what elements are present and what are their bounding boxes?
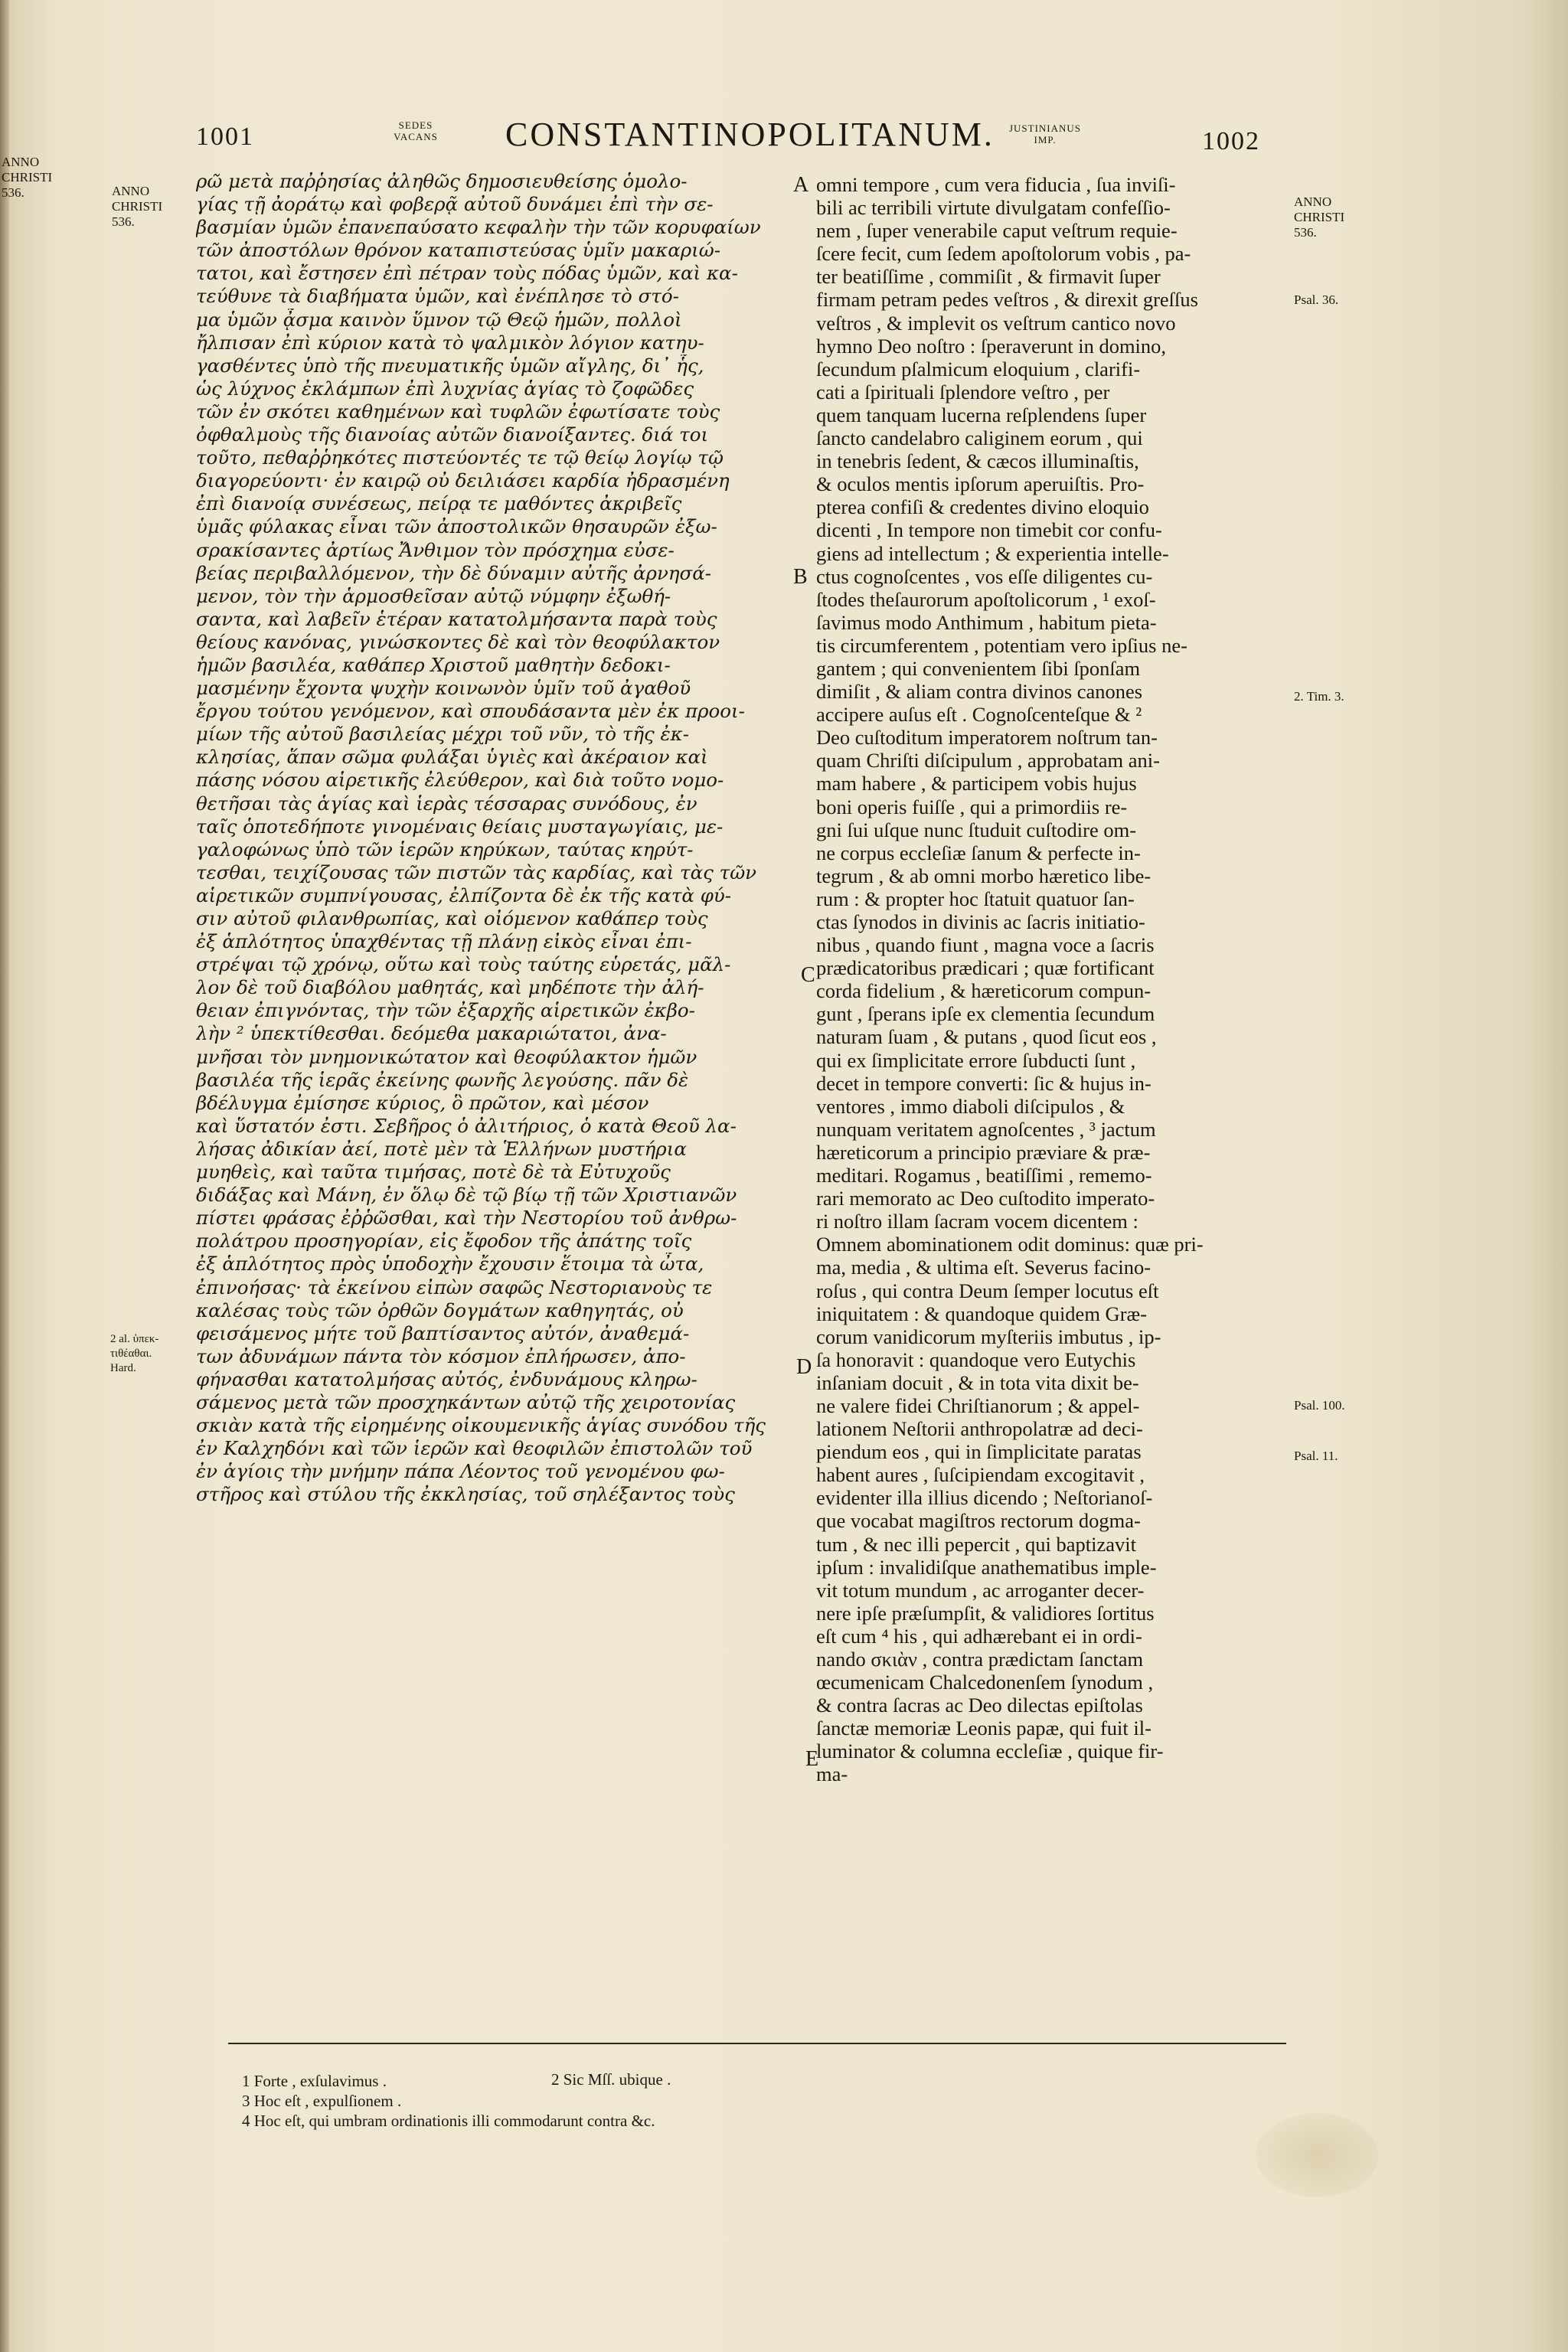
latin-text-line: rum : & propter hoc ſtatuit quatuor ſan-	[816, 887, 1135, 910]
latin-text-line: prædicatoribus prædicari ; quæ fortificant	[816, 956, 1155, 980]
greek-text-line: βασιλέα τῆς ἱερᾶς ἐκείνης φωνῆς λεγούσης. πᾶν δὲ	[196, 1068, 689, 1091]
latin-text-line: habent aures , ſuſcipiendam excogitavit ,	[816, 1463, 1145, 1487]
latin-text-line: & oculos mentis ipſorum aperuiſtis. Pro-	[816, 472, 1145, 496]
greek-text-line: διαγορεύοντι· ἐν καιρῷ οὐ δειλιάσει καρδία ἠδρασμένη	[196, 469, 730, 492]
latin-text-line: ſtodes theſaurorum apoſtolicorum , ¹ exoſ-	[816, 587, 1156, 611]
footnote-3: 3 Hoc eſt , expulſionem .	[242, 2092, 402, 2110]
latin-text-line: ipſum : invalidiſque anathematibus imple-	[816, 1555, 1157, 1579]
latin-text-line: veſtros , & implevit os veſtrum cantico novo	[816, 311, 1176, 335]
greek-text-line: τῶν ἀποστόλων θρόνον καταπιστεύσας ὑμῖν μακαριώ-	[196, 239, 721, 262]
latin-text-line: nem , ſuper venerabile caput veſtrum requie-	[816, 219, 1178, 243]
greek-text-line: λήσας ἀδικίαν ἀεί, ποτὲ μὲν τὰ Ἑλλήνων μυστήρια	[196, 1137, 687, 1160]
scripture-ref-psalm-36: Psal. 36.	[1294, 292, 1339, 307]
latin-text-line: gantem ; qui convenientem ſibi ſponſam	[816, 656, 1141, 680]
greek-text-line: τῶν ἐν σκότει καθημένων καὶ τυφλῶν ἐφωτίσατε τοὺς	[196, 400, 720, 423]
greek-text-line: σρακίσαντες ἀρτίως Ἄνθιμον τὸν πρόσχημα εὐσε-	[196, 538, 675, 561]
latin-text-line: quam Chriſti diſcipulum , approbatam ani-	[816, 749, 1160, 773]
latin-text-line: qui ex ſimplicitate errore ſubducti ſunt ,	[816, 1048, 1136, 1072]
latin-text-line: ctas ſynodos in divinis ac ſacris initiatio-	[816, 910, 1145, 933]
scripture-ref-psalm-100: Psal. 100.	[1294, 1398, 1345, 1413]
greek-text-line: γίας τῇ ἀοράτῳ καὶ φοβερᾷ αὐτοῦ δυνάμει ἐπὶ τὴν σε-	[196, 193, 714, 216]
greek-text-line: τεύθυνε τὰ διαβήματα ὑμῶν, καὶ ἐνέπλησε τὸ στό-	[196, 285, 679, 308]
greek-text-line: σαντα, καὶ λαβεῖν ἑτέραν κατατολμήσαντα παρὰ τοὺς	[196, 607, 717, 630]
latin-text-line: tum , & nec illi pepercit , qui baptizavit	[816, 1532, 1136, 1556]
left-christi: CHRISTI	[112, 199, 163, 214]
greek-text-line: καλέσας τοὺς τῶν ὀρθῶν δογμάτων καθηγητάς, οὐ	[196, 1298, 684, 1321]
page-number-right: 1002	[1202, 127, 1260, 155]
latin-text-line: lationem Neſtorii anthropolatræ ad deci-	[816, 1417, 1143, 1441]
far-left-anno-note	[2, 155, 53, 201]
greek-text-line: ἔργου τούτου γενόμενον, καὶ σπουδάσαντα μὲν ἐκ προοι-	[196, 700, 745, 723]
sedes-label: SEDES	[398, 119, 433, 131]
greek-text-line: ἐξ ἁπλότητος πρὸς ὑποδοχὴν ἔχουσιν ἕτοιμα τὰ ὦτα,	[196, 1253, 704, 1276]
greek-text-line: στρέψαι τῷ χρόνῳ, οὕτω καὶ τοὺς ταύτης εὑρετάς, μᾶλ-	[196, 953, 731, 976]
latin-text-line: ri noſtro illam ſacram vocem dicentem :	[816, 1210, 1138, 1233]
latin-text-line: luminator & columna eccleſiæ , quique fir-	[816, 1740, 1164, 1763]
latin-text-line: iniquitatem : & quandoque quidem Græ-	[816, 1302, 1148, 1325]
right-anno: ANNO	[1294, 194, 1332, 209]
greek-text-line: πάσης νόσου αἱρετικῆς ἐλεύθερον, καὶ διὰ τοῦτο νομο-	[196, 769, 724, 792]
latin-text-line: ſavimus modo Anthimum , habitum pieta-	[816, 610, 1157, 634]
latin-text-line: ne valere fidei Chriſtianorum ; & appel-	[816, 1393, 1140, 1417]
greek-text-line: μυηθεὶς, καὶ ταῦτα τιμήσας, ποτὲ δὲ τὰ Εὐτυχοῦς	[196, 1161, 671, 1184]
greek-text-line: ρῶ μετὰ παῤῥησίας ἀληθῶς δημοσιευθείσης ὁμολο-	[196, 170, 688, 192]
greek-text-line: ἐν ἁγίοις τὴν μνήμην πάπα Λέοντος τοῦ γενομένου φω-	[196, 1460, 725, 1483]
greek-text-line: σιν αὐτοῦ φιλανθρωπίας, καὶ οἰόμενον καθάπερ τοὺς	[196, 907, 708, 929]
greek-text-line: λὴν ² ὑπεκτίθεσθαι. δεόμεθα μακαριώτατοι, ἀνα-	[196, 1022, 667, 1045]
greek-text-line: πίστει φράσας ἐῤῥῶσθαι, καὶ τὴν Νεστορίου τοῦ ἀνθρω-	[196, 1207, 737, 1230]
running-title: CONSTANTINOPOLITANUM.	[505, 116, 995, 153]
greek-text-line: μα ὑμῶν ᾆσμα καινὸν ὕμνον τῷ Θεῷ ἡμῶν, πολλοὶ	[196, 308, 682, 331]
latin-text-line: nunquam veritatem agnoſcentes , ³ jactum	[816, 1117, 1156, 1141]
greek-text-line: πολάτρου προσηγορίαν, εἰς ἔφοδον τῆς ἀπάτης τοῖς	[196, 1230, 692, 1253]
latin-text-line: hymno Deo noſtro : ſperaverunt in domino,	[816, 334, 1167, 358]
greek-text-line: ὀφθαλμοὺς τῆς διανοίας αὐτῶν διανοίξαντες. διά τοι	[196, 423, 709, 446]
justinianus-label	[1003, 122, 1087, 145]
variant-note-line2: τιθέαθαι.	[110, 1348, 152, 1360]
binding-gutter	[0, 0, 9, 2352]
page-number-left: 1001	[196, 122, 254, 151]
greek-text-line: ἐν Καλχηδόνι καὶ τῶν ἱερῶν καὶ θεοφιλῶν ἐπιστολῶν τοῦ	[196, 1437, 753, 1460]
latin-text-line: corum vanidicorum myſteriis imbutus , ip-	[816, 1325, 1161, 1348]
latin-text-line: Deo cuſtoditum imperatorem noſtrum tan-	[816, 726, 1158, 750]
latin-text-line: roſus , qui contra Deum ſemper locutus eſt	[816, 1279, 1159, 1302]
right-anno-note	[1294, 194, 1370, 240]
latin-text-line: que vocabat magiſtros rectorum dogma-	[816, 1509, 1141, 1533]
latin-text-line: ctus cognoſcentes , vos eſſe diligentes cu-	[816, 564, 1153, 588]
left-year: 536.	[112, 214, 135, 229]
greek-text-line: βδέλυγμα ἐμίσησε κύριος, ὃ πρῶτον, καὶ μέσον	[196, 1091, 649, 1114]
latin-text-line: evidenter illa illius dicendo ; Neſtorianoſ-	[816, 1486, 1153, 1510]
greek-text-line: μνῆσαι τὸν μνημονικώτατον καὶ θεοφύλακτον ἡμῶν	[196, 1045, 697, 1068]
greek-text-line: γαλοφώνως ὑπὸ τῶν ἱερῶν κηρύκων, ταύτας κηρύτ-	[196, 838, 694, 861]
greek-text-line: φήνασθαι κατατολμήσας αὐτός, ἐνδυνάμους κληρω-	[196, 1367, 697, 1390]
greek-text-line: τοῦτο, πεθαῤῥηκότες πιστεύοντές τε τῷ θείῳ λογίῳ τῷ	[196, 446, 724, 469]
footnote-rule	[228, 2043, 1286, 2044]
left-anno: ANNO	[112, 184, 150, 198]
greek-text-line: ἐπινοήσας· τὰ ἐκείνου εἰπὼν σαφῶς Νεστοριανοὺς τε	[196, 1276, 713, 1298]
greek-text-line: ἐπὶ διανοίᾳ συνέσεως, πείρᾳ τε μαθόντες ἀκριβεῖς	[196, 492, 682, 515]
latin-text-line: rari memorato ac Deo cuſtodito imperato-	[816, 1187, 1155, 1210]
far-left-anno: ANNO	[2, 155, 40, 169]
latin-text-line: dimiſit , & aliam contra divinos canones	[816, 680, 1143, 704]
latin-text-line: omni tempore , cum vera fiducia , ſua inviſi-	[816, 173, 1176, 196]
section-letter-e: E	[805, 1747, 819, 1771]
latin-text-line: cati a ſpirituali ſplendore veſtro , per	[816, 380, 1110, 403]
latin-text-line: firmam petram pedes veſtros , & direxit greſſus	[816, 288, 1198, 312]
latin-text-line: gni ſui uſque nunc ſtuduit cuſtodire om-	[816, 818, 1137, 841]
greek-text-line: ἡμῶν βασιλέα, καθάπερ Χριστοῦ μαθητὴν δεδοκι-	[196, 653, 671, 676]
latin-text-line: nere ipſe præſumpſit, & validiores ſortitus	[816, 1601, 1155, 1625]
latin-text-line: ſa honoravit : quandoque vero Eutychis	[816, 1348, 1136, 1371]
section-letter-a: A	[793, 173, 809, 197]
imp-label: IMP.	[1034, 134, 1057, 145]
latin-text-line: & contra ſacras ac Deo dilectas epiſtolas	[816, 1694, 1143, 1717]
greek-text-line: ἐξ ἁπλότητος ὑπαχθέντας τῇ πλάνῃ εἰκὸς εἶναι ἐπι-	[196, 930, 692, 953]
latin-text-line: mam habere , & participem vobis hujus	[816, 772, 1137, 795]
latin-text-line: Omnem abominationem odit dominus: quæ pri-	[816, 1233, 1204, 1256]
latin-text-line: hæreticorum a principio præviare & præ-	[816, 1140, 1151, 1164]
greek-text-line: των ἀδυνάμων πάντα τὸν κόσμον ἐπλήρωσεν, ἀπο-	[196, 1344, 686, 1367]
latin-text-line: œcumenicam Chalcedonenſem ſynodum ,	[816, 1671, 1154, 1694]
greek-text-column	[196, 170, 784, 2030]
greek-text-line: τατοι, καὶ ἔστησεν ἐπὶ πέτραν τοὺς πόδας ὑμῶν, καὶ κα-	[196, 262, 738, 285]
variant-note-line1: 2 al. ὑπεκ-	[110, 1333, 159, 1345]
greek-text-line: φεισάμενος μήτε τοῦ βαπτίσαντος αὐτόν, ἀναθεμά-	[196, 1321, 690, 1344]
latin-text-line: quem tanquam lucerna reſplendens ſuper	[816, 403, 1147, 426]
greek-text-line: διδάξας καὶ Μάνη, ἐν ὅλῳ δὲ τῷ βίῳ τῇ τῶν Χριστιανῶν	[196, 1184, 737, 1207]
greek-text-line: ὡς λύχνος ἐκλάμπων ἐπὶ λυχνίας ἁγίας τὸ ζοφῶδες	[196, 377, 694, 400]
greek-text-line: σάμενος μετὰ τῶν προσχηκάντων αὐτῷ τῆς χειροτονίας	[196, 1390, 736, 1413]
scripture-ref-2-timothy-3: 2. Tim. 3.	[1294, 689, 1344, 704]
latin-text-line: ſancto candelabro caliginem eorum , qui	[816, 426, 1143, 450]
latin-text-line: ſecundum pſalmicum eloquium , clarifi-	[816, 357, 1141, 381]
latin-text-line: bili ac terribili virtute divulgatam confeſſio-	[816, 196, 1171, 220]
left-anno-note	[112, 184, 185, 230]
right-christi: CHRISTI	[1294, 210, 1345, 224]
greek-text-line: μασμένην ἔχοντα ψυχὴν κοινωνὸν ὑμῖν τοῦ ἀγαθοῦ	[196, 677, 691, 700]
latin-text-line: ſcere fecit, cum ſedem apoſtolorum vobis , pa-	[816, 242, 1191, 266]
greek-text-line: μίων τῆς αὐτοῦ βασιλείας μέχρι τοῦ νῦν, τὸ τῆς ἐκ-	[196, 723, 690, 746]
greek-text-line: καὶ ὕστατόν ἐστι. Σεβῆρος ὁ ἀλιτήριος, ὁ κατὰ Θεοῦ λα-	[196, 1114, 737, 1137]
greek-text-line: μενον, τὸν τὴν ἁρμοσθεῖσαν αὐτῷ νύμφην ἐξωθή-	[196, 584, 671, 607]
latin-text-column	[816, 173, 1285, 2034]
greek-text-line: τεσθαι, τειχίζουσας τῶν πιστῶν τὰς καρδίας, καὶ τὰς τῶν	[196, 861, 757, 884]
greek-text-line: αἱρετικῶν συμπνίγουσας, ἐλπίζοντα δὲ ἐκ τῆς κατὰ φύ-	[196, 884, 732, 906]
latin-text-line: eſt cum ⁴ his , qui adhærebant ei in ordi-	[816, 1624, 1142, 1648]
section-letter-b: B	[793, 565, 808, 589]
latin-text-line: ne corpus eccleſiæ ſanum & perfecte in-	[816, 841, 1141, 864]
latin-text-line: pterea confiſi & credentes divino eloquio	[816, 495, 1149, 519]
latin-text-line: in tenebris ſedent, & cæcos illuminaſtis,	[816, 449, 1139, 473]
latin-text-line: vit totum mundum , ac arroganter decer-	[816, 1578, 1145, 1602]
section-letter-c: C	[801, 963, 815, 987]
latin-text-line: nibus , quando fiunt , magna voce a ſacris	[816, 933, 1155, 957]
vacans-label: VACANS	[394, 131, 438, 142]
latin-text-line: tegrum , & ab omni morbo hæretico libe-	[816, 864, 1152, 887]
latin-text-line: ventores , immo diaboli diſcipulos , &	[816, 1094, 1125, 1118]
latin-text-line: tis circumferentem , potentiam vero ipſius ne-	[816, 633, 1187, 657]
latin-text-line: nando σκιὰν , contra prædictam ſanctam	[816, 1648, 1144, 1671]
greek-text-line: βείας περιβαλλόμενον, τὴν δὲ δύναμιν αὐτῆς ἀρνησά-	[196, 561, 712, 584]
latin-text-line: piendum eos , qui in ſimplicitate paratas	[816, 1440, 1142, 1464]
greek-text-line: ὑμᾶς φύλακας εἶναι τῶν ἀποστολικῶν θησαυρῶν ἐξω-	[196, 515, 717, 538]
variant-note-line3: Hard.	[110, 1362, 136, 1374]
latin-text-line: ter beatiſſime , commiſit , & firmavit ſuper	[816, 265, 1161, 289]
latin-text-line: dicenti , In tempore non timebit cor confu-	[816, 518, 1162, 542]
latin-text-line: giens ad intellectum ; & experientia intelle-	[816, 541, 1169, 565]
greek-text-line: θείους κανόνας, γινώσκοντες δὲ καὶ τὸν θεοφύλακτον	[196, 630, 720, 653]
greek-text-line: βασμίαν ὑμῶν ἐπανεπαύσατο κεφαλὴν τὴν τῶν κορυφαίων	[196, 216, 761, 239]
greek-text-line: ἤλπισαν ἐπὶ κύριον κατὰ τὸ ψαλμικὸν λόγιον κατηυ-	[196, 331, 704, 354]
justinianus-name: JUSTINIANUS	[1008, 122, 1082, 134]
latin-text-line: boni operis fuiſſe , qui a primordiis re-	[816, 795, 1128, 818]
footnote-1: 1 Forte , exſulavimus .	[242, 2072, 387, 2090]
latin-text-line: accipere auſus eſt . Cognoſcenteſque & ²	[816, 703, 1142, 727]
latin-text-line: ma-	[816, 1762, 848, 1786]
footnote-2: 2 Sic Mſſ. ubique .	[551, 2070, 671, 2089]
greek-text-line: ταῖς ὁποτεδήποτε γινομέναις θείαις μυσταγωγίαις, με-	[196, 815, 724, 838]
greek-text-line: γασθέντες ὑπὸ τῆς πνευματικῆς ὑμῶν αἴγλης, δι᾽ ἧς,	[196, 354, 704, 377]
latin-text-line: naturam ſuam , & putans , quod ſicut eos ,	[816, 1025, 1157, 1049]
latin-text-line: ſanctæ memoriæ Leonis papæ, qui fuit il-	[816, 1717, 1152, 1740]
greek-text-line: λον δὲ τοῦ διαβόλου μαθητάς, καὶ μηδέποτε τὴν ἀλή-	[196, 976, 704, 999]
right-year: 536.	[1294, 225, 1317, 240]
greek-text-line: κλησίας, ἅπαν σῶμα φυλάξαι ὑγιὲς καὶ ἀκέραιον καὶ	[196, 746, 708, 769]
latin-text-line: inſaniam docuit , & in tota vita dixit be-	[816, 1370, 1139, 1394]
greek-text-line: σκιὰν κατὰ τῆς εἰρημένης οἰκουμενικῆς ἁγίας συνόδου τῆς	[196, 1414, 766, 1437]
latin-text-line: ma, media , & ultima eſt. Severus facino-	[816, 1256, 1152, 1279]
greek-text-line: στῆρος καὶ στύλου τῆς ἐκκλησίας, τοῦ σηλέξαντος τοὺς	[196, 1483, 735, 1506]
latin-text-line: corda fidelium , & hæreticorum compun-	[816, 979, 1152, 1003]
far-left-christi: CHRISTI	[2, 170, 53, 185]
greek-text-line: θετῆσαι τὰς ἁγίας καὶ ἱερὰς τέσσαρας συνόδους, ἐν	[196, 792, 697, 815]
section-letter-d: D	[796, 1355, 812, 1379]
greek-text-line: θειαν ἐπιγνόντας, τὴν τῶν ἐξαρχῆς αἱρετικῶν ἐκβο-	[196, 999, 695, 1022]
left-variant-note	[110, 1332, 187, 1376]
paper-stain	[1256, 2113, 1378, 2197]
far-left-year: 536.	[2, 185, 24, 200]
scripture-ref-psalm-11: Psal. 11.	[1294, 1449, 1338, 1463]
latin-text-line: decet in tempore converti: ſic & hujus in-	[816, 1071, 1152, 1095]
latin-text-line: gunt , ſperans ipſe ex clementia ſecundum	[816, 1002, 1155, 1026]
footnote-4: 4 Hoc eſt, qui umbram ordinationis illi commodarunt contra &c.	[242, 2112, 655, 2130]
latin-text-line: meditari. Rogamus , beatiſſimi , rememo-	[816, 1164, 1152, 1187]
sedes-vacans-label	[381, 119, 450, 142]
